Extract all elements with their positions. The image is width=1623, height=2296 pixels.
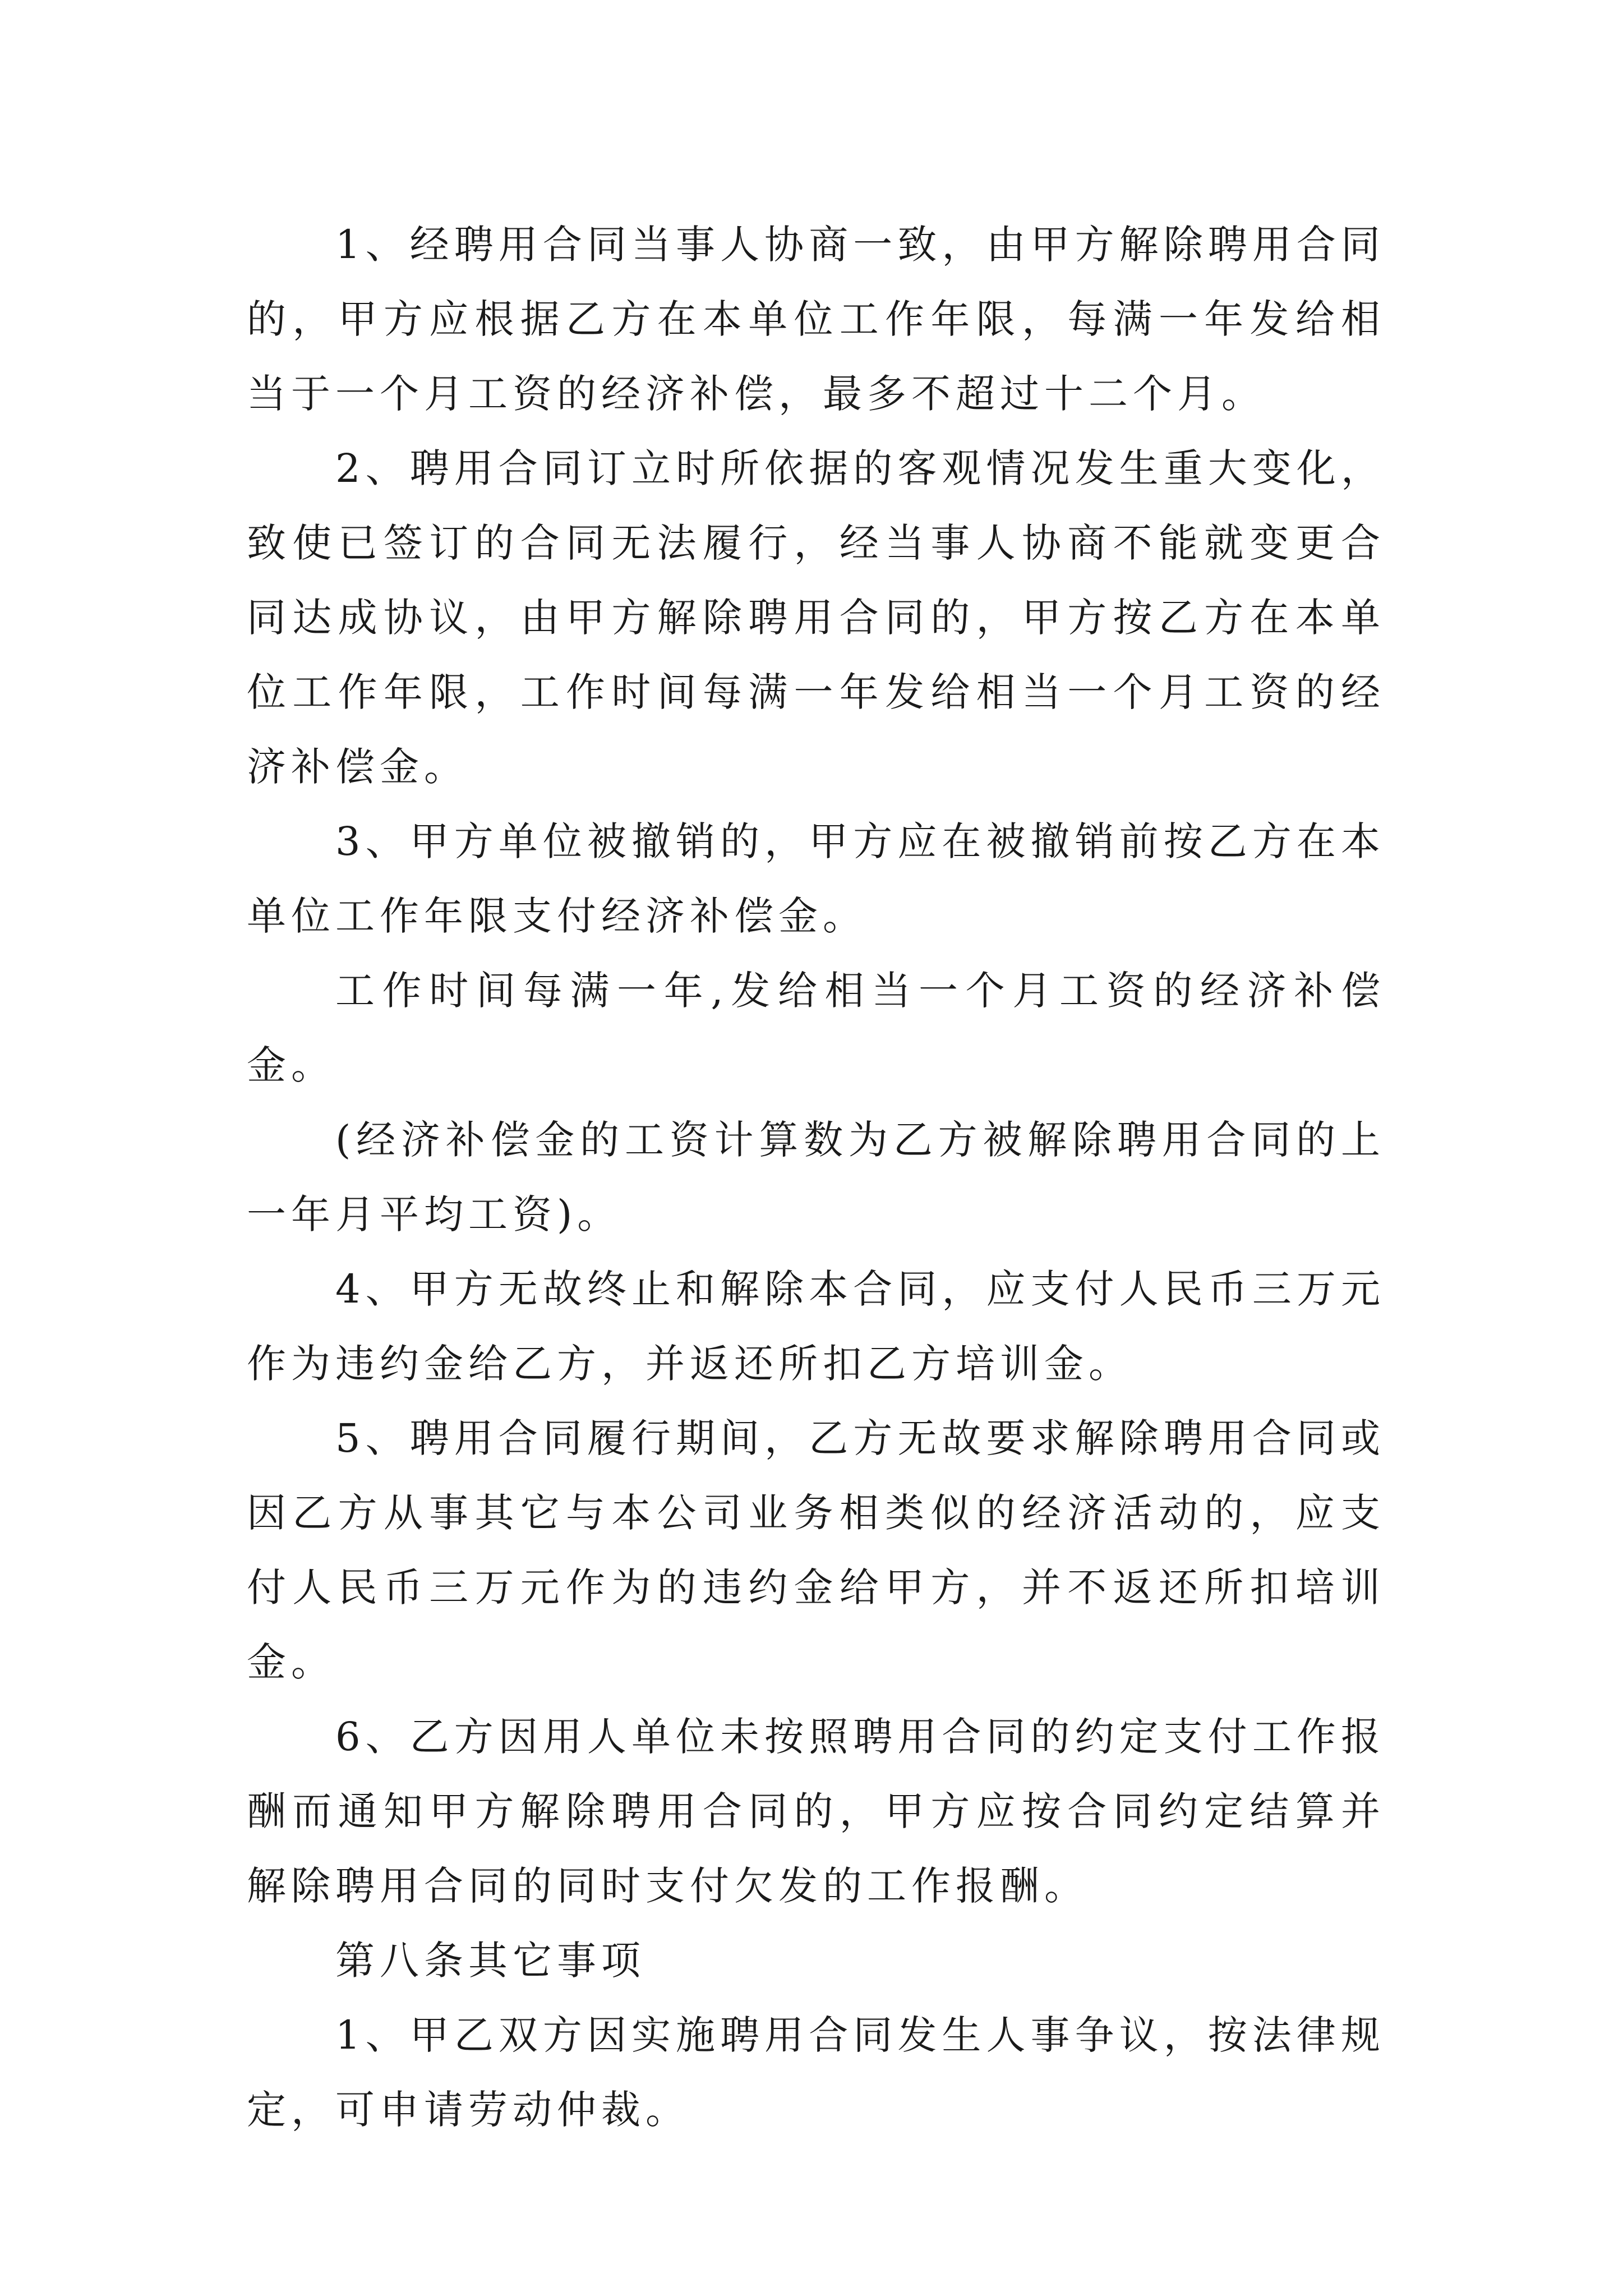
- paragraph-compensation-note: (经济补偿金的工资计算数为乙方被解除聘用合同的上一年月平均工资)。: [247, 1117, 1385, 1237]
- paragraph-clause-1: 1、经聘用合同当事人协商一致，由甲方解除聘用合同的，甲方应根据乙方在本单位工作年限，每满一年发给相当于一个月工资的经济补偿，最多不超过十二个月。: [247, 222, 1385, 417]
- paragraph-compensation-rule: 工作时间每满一年,发给相当一个月工资的经济补偿金。: [247, 968, 1385, 1088]
- paragraph-clause-2: 2、聘用合同订立时所依据的客观情况发生重大变化，致使已签订的合同无法履行，经当事人协商不能就变更合同达成协议，由甲方解除聘用合同的，甲方按乙方在本单位工作年限，工作时间每满一年发给相当一个月工资的经济补偿金。: [247, 445, 1385, 790]
- paragraph-clause-3: 3、甲方单位被撤销的，甲方应在被撤销前按乙方在本单位工作年限支付经济补偿金。: [247, 818, 1385, 939]
- paragraph-clause-5: 5、聘用合同履行期间，乙方无故要求解除聘用合同或因乙方从事其它与本公司业务相类似的经济活动的，应支付人民币三万元作为的违约金给甲方，并不返还所扣培训金。: [247, 1415, 1385, 1685]
- document-body: [247, 208, 1385, 2147]
- paragraph-section-clause-1: 1、甲乙双方因实施聘用合同发生人事争议，按法律规定，可申请劳动仲裁。: [247, 2012, 1385, 2133]
- section-heading: 第八条其它事项: [335, 1938, 645, 1984]
- paragraph-clause-4: 4、甲方无故终止和解除本合同，应支付人民币三万元作为违约金给乙方，并返还所扣乙方培训金。: [247, 1266, 1385, 1387]
- paragraph-clause-6: 6、乙方因用人单位未按照聘用合同的约定支付工作报酬而通知甲方解除聘用合同的，甲方应按合同约定结算并解除聘用合同的同时支付欠发的工作报酬。: [247, 1714, 1385, 1909]
